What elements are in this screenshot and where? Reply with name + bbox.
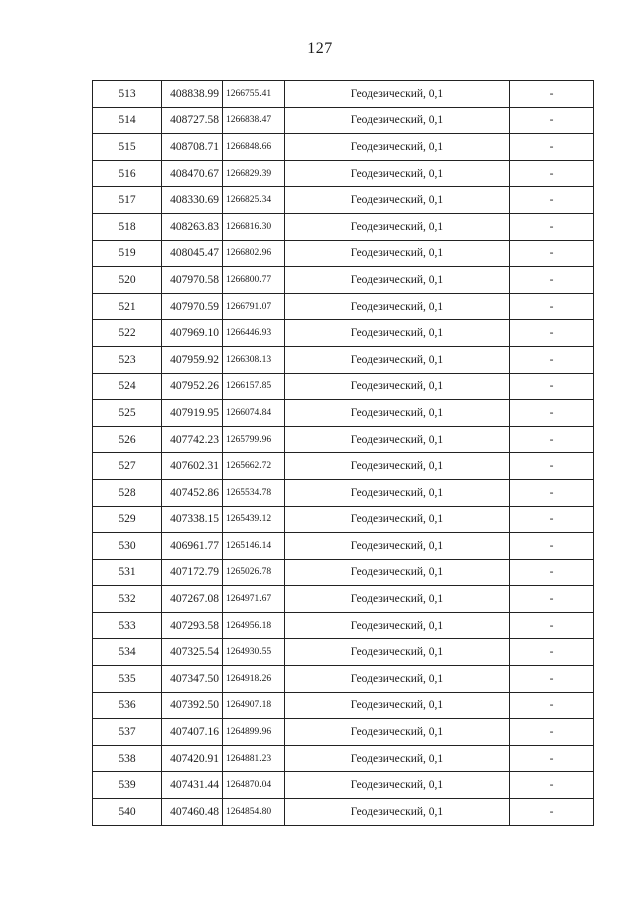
point-number-cell: 533 xyxy=(93,612,162,639)
extra-value-cell: - xyxy=(510,719,594,746)
y-coordinate-cell: 1266308.13 xyxy=(223,346,285,373)
point-number-cell: 523 xyxy=(93,346,162,373)
point-number-cell: 515 xyxy=(93,134,162,161)
coordinates-table-body xyxy=(93,81,594,826)
x-coordinate-cell: 407952.26 xyxy=(162,373,223,400)
point-number-cell: 535 xyxy=(93,666,162,693)
point-number-cell: 527 xyxy=(93,453,162,480)
y-coordinate-cell: 1264870.04 xyxy=(223,772,285,799)
point-number-cell: 532 xyxy=(93,586,162,613)
extra-value-cell: - xyxy=(510,506,594,533)
table-row xyxy=(93,479,594,506)
x-coordinate-cell: 407347.50 xyxy=(162,666,223,693)
method-accuracy-cell: Геодезический, 0,1 xyxy=(285,240,510,267)
x-coordinate-cell: 407460.48 xyxy=(162,799,223,826)
method-accuracy-cell: Геодезический, 0,1 xyxy=(285,559,510,586)
x-coordinate-cell: 407970.58 xyxy=(162,267,223,294)
extra-value-cell: - xyxy=(510,267,594,294)
method-accuracy-cell: Геодезический, 0,1 xyxy=(285,772,510,799)
table-row xyxy=(93,453,594,480)
point-number-cell: 520 xyxy=(93,267,162,294)
x-coordinate-cell: 408045.47 xyxy=(162,240,223,267)
x-coordinate-cell: 407325.54 xyxy=(162,639,223,666)
y-coordinate-cell: 1264907.18 xyxy=(223,692,285,719)
extra-value-cell: - xyxy=(510,213,594,240)
method-accuracy-cell: Геодезический, 0,1 xyxy=(285,453,510,480)
y-coordinate-cell: 1266157.85 xyxy=(223,373,285,400)
method-accuracy-cell: Геодезический, 0,1 xyxy=(285,160,510,187)
y-coordinate-cell: 1266838.47 xyxy=(223,107,285,134)
extra-value-cell: - xyxy=(510,400,594,427)
method-accuracy-cell: Геодезический, 0,1 xyxy=(285,107,510,134)
y-coordinate-cell: 1264956.18 xyxy=(223,612,285,639)
point-number-cell: 521 xyxy=(93,293,162,320)
y-coordinate-cell: 1266825.34 xyxy=(223,187,285,214)
y-coordinate-cell: 1264971.67 xyxy=(223,586,285,613)
x-coordinate-cell: 407970.59 xyxy=(162,293,223,320)
y-coordinate-cell: 1264881.23 xyxy=(223,745,285,772)
table-row xyxy=(93,772,594,799)
method-accuracy-cell: Геодезический, 0,1 xyxy=(285,320,510,347)
table-row xyxy=(93,400,594,427)
x-coordinate-cell: 408708.71 xyxy=(162,134,223,161)
point-number-cell: 534 xyxy=(93,639,162,666)
x-coordinate-cell: 408263.83 xyxy=(162,213,223,240)
table-row xyxy=(93,559,594,586)
table-row xyxy=(93,160,594,187)
y-coordinate-cell: 1266800.77 xyxy=(223,267,285,294)
extra-value-cell: - xyxy=(510,612,594,639)
table-row xyxy=(93,639,594,666)
method-accuracy-cell: Геодезический, 0,1 xyxy=(285,426,510,453)
x-coordinate-cell: 407959.92 xyxy=(162,346,223,373)
point-number-cell: 526 xyxy=(93,426,162,453)
method-accuracy-cell: Геодезический, 0,1 xyxy=(285,213,510,240)
extra-value-cell: - xyxy=(510,745,594,772)
table-row xyxy=(93,586,594,613)
extra-value-cell: - xyxy=(510,107,594,134)
point-number-cell: 517 xyxy=(93,187,162,214)
extra-value-cell: - xyxy=(510,666,594,693)
x-coordinate-cell: 407392.50 xyxy=(162,692,223,719)
y-coordinate-cell: 1265662.72 xyxy=(223,453,285,480)
y-coordinate-cell: 1266755.41 xyxy=(223,81,285,108)
y-coordinate-cell: 1265439.12 xyxy=(223,506,285,533)
table-row xyxy=(93,799,594,826)
extra-value-cell: - xyxy=(510,772,594,799)
point-number-cell: 536 xyxy=(93,692,162,719)
table-row xyxy=(93,81,594,108)
x-coordinate-cell: 407420.91 xyxy=(162,745,223,772)
y-coordinate-cell: 1264918.26 xyxy=(223,666,285,693)
y-coordinate-cell: 1265534.78 xyxy=(223,479,285,506)
extra-value-cell: - xyxy=(510,373,594,400)
y-coordinate-cell: 1266829.39 xyxy=(223,160,285,187)
x-coordinate-cell: 408330.69 xyxy=(162,187,223,214)
method-accuracy-cell: Геодезический, 0,1 xyxy=(285,799,510,826)
extra-value-cell: - xyxy=(510,692,594,719)
y-coordinate-cell: 1266791.07 xyxy=(223,293,285,320)
table-row xyxy=(93,213,594,240)
table-row xyxy=(93,320,594,347)
table-row xyxy=(93,745,594,772)
point-number-cell: 525 xyxy=(93,400,162,427)
point-number-cell: 513 xyxy=(93,81,162,108)
y-coordinate-cell: 1264854.80 xyxy=(223,799,285,826)
method-accuracy-cell: Геодезический, 0,1 xyxy=(285,586,510,613)
method-accuracy-cell: Геодезический, 0,1 xyxy=(285,479,510,506)
method-accuracy-cell: Геодезический, 0,1 xyxy=(285,666,510,693)
x-coordinate-cell: 407969.10 xyxy=(162,320,223,347)
extra-value-cell: - xyxy=(510,81,594,108)
x-coordinate-cell: 407338.15 xyxy=(162,506,223,533)
x-coordinate-cell: 408838.99 xyxy=(162,81,223,108)
x-coordinate-cell: 407267.08 xyxy=(162,586,223,613)
point-number-cell: 529 xyxy=(93,506,162,533)
point-number-cell: 528 xyxy=(93,479,162,506)
table-row xyxy=(93,240,594,267)
point-number-cell: 531 xyxy=(93,559,162,586)
point-number-cell: 538 xyxy=(93,745,162,772)
table-row xyxy=(93,293,594,320)
method-accuracy-cell: Геодезический, 0,1 xyxy=(285,639,510,666)
table-row xyxy=(93,134,594,161)
table-row xyxy=(93,692,594,719)
method-accuracy-cell: Геодезический, 0,1 xyxy=(285,187,510,214)
x-coordinate-cell: 407919.95 xyxy=(162,400,223,427)
table-row xyxy=(93,373,594,400)
x-coordinate-cell: 407407.16 xyxy=(162,719,223,746)
x-coordinate-cell: 407431.44 xyxy=(162,772,223,799)
extra-value-cell: - xyxy=(510,320,594,347)
extra-value-cell: - xyxy=(510,586,594,613)
x-coordinate-cell: 407172.79 xyxy=(162,559,223,586)
point-number-cell: 540 xyxy=(93,799,162,826)
method-accuracy-cell: Геодезический, 0,1 xyxy=(285,293,510,320)
point-number-cell: 514 xyxy=(93,107,162,134)
x-coordinate-cell: 407452.86 xyxy=(162,479,223,506)
y-coordinate-cell: 1266074.84 xyxy=(223,400,285,427)
x-coordinate-cell: 407742.23 xyxy=(162,426,223,453)
extra-value-cell: - xyxy=(510,479,594,506)
point-number-cell: 522 xyxy=(93,320,162,347)
table-row xyxy=(93,187,594,214)
point-number-cell: 519 xyxy=(93,240,162,267)
table-row xyxy=(93,666,594,693)
table-row xyxy=(93,107,594,134)
method-accuracy-cell: Геодезический, 0,1 xyxy=(285,267,510,294)
y-coordinate-cell: 1265026.78 xyxy=(223,559,285,586)
point-number-cell: 530 xyxy=(93,533,162,560)
y-coordinate-cell: 1264899.96 xyxy=(223,719,285,746)
x-coordinate-cell: 408470.67 xyxy=(162,160,223,187)
method-accuracy-cell: Геодезический, 0,1 xyxy=(285,506,510,533)
page-number: 127 xyxy=(307,40,333,57)
method-accuracy-cell: Геодезический, 0,1 xyxy=(285,745,510,772)
method-accuracy-cell: Геодезический, 0,1 xyxy=(285,81,510,108)
point-number-cell: 516 xyxy=(93,160,162,187)
y-coordinate-cell: 1265799.96 xyxy=(223,426,285,453)
table-row xyxy=(93,506,594,533)
x-coordinate-cell: 406961.77 xyxy=(162,533,223,560)
extra-value-cell: - xyxy=(510,559,594,586)
method-accuracy-cell: Геодезический, 0,1 xyxy=(285,612,510,639)
extra-value-cell: - xyxy=(510,293,594,320)
point-number-cell: 524 xyxy=(93,373,162,400)
extra-value-cell: - xyxy=(510,799,594,826)
x-coordinate-cell: 408727.58 xyxy=(162,107,223,134)
table-row xyxy=(93,267,594,294)
table-row xyxy=(93,719,594,746)
y-coordinate-cell: 1266848.66 xyxy=(223,134,285,161)
y-coordinate-cell: 1264930.55 xyxy=(223,639,285,666)
y-coordinate-cell: 1265146.14 xyxy=(223,533,285,560)
method-accuracy-cell: Геодезический, 0,1 xyxy=(285,373,510,400)
x-coordinate-cell: 407602.31 xyxy=(162,453,223,480)
method-accuracy-cell: Геодезический, 0,1 xyxy=(285,719,510,746)
table-row xyxy=(93,612,594,639)
table-row xyxy=(93,533,594,560)
table-row xyxy=(93,426,594,453)
method-accuracy-cell: Геодезический, 0,1 xyxy=(285,134,510,161)
method-accuracy-cell: Геодезический, 0,1 xyxy=(285,533,510,560)
method-accuracy-cell: Геодезический, 0,1 xyxy=(285,692,510,719)
extra-value-cell: - xyxy=(510,187,594,214)
y-coordinate-cell: 1266816.30 xyxy=(223,213,285,240)
point-number-cell: 539 xyxy=(93,772,162,799)
x-coordinate-cell: 407293.58 xyxy=(162,612,223,639)
extra-value-cell: - xyxy=(510,533,594,560)
table-row xyxy=(93,346,594,373)
point-number-cell: 537 xyxy=(93,719,162,746)
extra-value-cell: - xyxy=(510,134,594,161)
coordinates-table xyxy=(92,80,594,826)
extra-value-cell: - xyxy=(510,240,594,267)
point-number-cell: 518 xyxy=(93,213,162,240)
extra-value-cell: - xyxy=(510,639,594,666)
method-accuracy-cell: Геодезический, 0,1 xyxy=(285,400,510,427)
y-coordinate-cell: 1266802.96 xyxy=(223,240,285,267)
y-coordinate-cell: 1266446.93 xyxy=(223,320,285,347)
extra-value-cell: - xyxy=(510,426,594,453)
method-accuracy-cell: Геодезический, 0,1 xyxy=(285,346,510,373)
extra-value-cell: - xyxy=(510,453,594,480)
extra-value-cell: - xyxy=(510,160,594,187)
extra-value-cell: - xyxy=(510,346,594,373)
